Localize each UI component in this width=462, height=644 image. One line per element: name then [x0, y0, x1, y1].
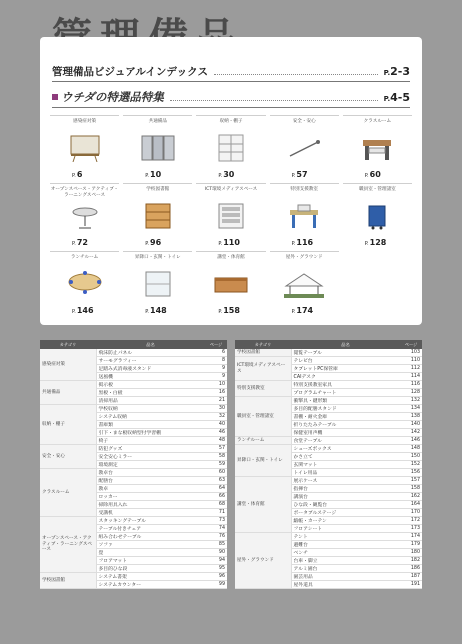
- row-item: ベンチ: [291, 549, 400, 557]
- row-page: 172: [400, 517, 422, 525]
- row-page: 146: [400, 437, 422, 445]
- toc-item-special-selection[interactable]: [52, 89, 410, 105]
- index-page: P.72: [72, 238, 88, 247]
- index-page: P.174: [291, 306, 314, 315]
- row-category: 学校図書館: [235, 349, 291, 357]
- table-row[interactable]: [40, 445, 227, 453]
- row-item: 学校収納: [96, 405, 205, 413]
- row-item: 避難台: [291, 541, 400, 549]
- row-item: 講演台: [291, 493, 400, 501]
- toc-item-visual-index[interactable]: [52, 63, 410, 79]
- row-page: 96: [205, 573, 227, 581]
- row-page: 162: [400, 493, 422, 501]
- row-item: 折りたたみテーブル: [291, 421, 400, 429]
- row-page: 76: [205, 533, 227, 541]
- row-item: 黒板・白板: [96, 389, 205, 397]
- row-item: 組み合わせテーブル: [96, 533, 205, 541]
- row-page: 9: [205, 373, 227, 381]
- row-item: 安全安心ミラー: [96, 453, 205, 461]
- index-category: 感染症対策: [73, 119, 97, 124]
- row-category: 感染症対策: [40, 349, 96, 381]
- index-category: ICT環境メディアスペース: [204, 187, 258, 192]
- row-page: 132: [400, 397, 422, 405]
- row-item: 指揮台: [291, 485, 400, 493]
- row-item: 閲覧テーブル: [291, 349, 400, 357]
- row-page: 73: [205, 517, 227, 525]
- row-item: 送風機: [96, 373, 205, 381]
- index-page: P.30: [218, 170, 235, 179]
- row-page: 71: [205, 509, 227, 517]
- toc-page: P.2-3: [383, 64, 410, 78]
- index-category: 安全・安心: [292, 119, 316, 124]
- row-item: システムカウンター: [96, 581, 205, 589]
- visual-index-grid: [50, 115, 412, 317]
- row-page: 103: [400, 349, 422, 357]
- index-cell[interactable]: [270, 183, 339, 249]
- row-item: 受講机: [96, 509, 205, 517]
- row-page: 150: [400, 453, 422, 461]
- row-page: 94: [205, 557, 227, 565]
- row-item: 飛沫防止パネル: [96, 349, 205, 357]
- index-page: P.60: [364, 170, 381, 179]
- toc-page: P.4-5: [383, 90, 410, 104]
- index-page: P.146: [72, 306, 94, 315]
- index-category: 共通備品: [148, 119, 167, 124]
- product-image: [284, 202, 324, 230]
- row-page: 148: [400, 445, 422, 453]
- index-cell[interactable]: [50, 183, 119, 249]
- index-category: ランチルーム: [70, 255, 99, 260]
- index-cell[interactable]: [343, 183, 412, 249]
- table-row[interactable]: [40, 405, 227, 413]
- index-cell[interactable]: [50, 251, 119, 317]
- index-tables: [40, 340, 422, 589]
- row-item: アルミ園台: [291, 565, 400, 573]
- row-item: プログラムチャート: [291, 389, 400, 397]
- table-row[interactable]: [40, 469, 227, 477]
- row-item: 清掃用品: [96, 397, 205, 405]
- index-cell[interactable]: [270, 115, 339, 181]
- index-category: 屋外・グラウンド: [285, 255, 323, 260]
- toc-card: [40, 37, 422, 325]
- row-item: 配膳台: [96, 477, 205, 485]
- row-item: サーモグラフィー: [96, 357, 205, 365]
- row-page: 157: [400, 477, 422, 485]
- row-category: 安全・安心: [40, 445, 96, 469]
- row-item: 多目的ひな段: [96, 565, 205, 573]
- row-item: 教卓: [96, 485, 205, 493]
- table-row[interactable]: [40, 381, 227, 389]
- row-item: 衝撃具・鍵形類: [291, 397, 400, 405]
- header-item: 品名: [291, 340, 400, 349]
- row-item: 足踏み式消毒液スタンド: [96, 365, 205, 373]
- row-page: 164: [400, 501, 422, 509]
- row-page: 152: [400, 461, 422, 469]
- product-image: [138, 270, 178, 298]
- row-item: ロッカー: [96, 493, 205, 501]
- row-page: 182: [400, 557, 422, 565]
- index-category: 特別支援教室: [290, 187, 318, 192]
- row-page: 158: [400, 485, 422, 493]
- row-page: 179: [400, 541, 422, 549]
- table-row[interactable]: [235, 445, 422, 453]
- table-row[interactable]: [235, 397, 422, 405]
- row-page: 66: [205, 493, 227, 501]
- row-item: CAIデスク: [291, 373, 400, 381]
- row-page: 64: [205, 485, 227, 493]
- row-page: 142: [400, 429, 422, 437]
- row-item: 引下・まな板収納型付学習棚: [96, 429, 205, 437]
- row-item: かさ立て: [291, 453, 400, 461]
- row-page: 58: [205, 453, 227, 461]
- index-category: 昇降口・玄関・トイレ: [134, 255, 181, 260]
- row-item: 屋外道具: [291, 581, 400, 589]
- row-category: 職員室・管理諸室: [235, 397, 291, 437]
- index-category: 学校図書館: [146, 187, 170, 192]
- row-item: フロアシート: [291, 525, 400, 533]
- product-image: [211, 134, 251, 162]
- row-category: オープンスペース・アクティブ・ラーニングスペース: [40, 517, 96, 573]
- index-table-left: [40, 340, 227, 589]
- table-row[interactable]: [235, 357, 422, 365]
- row-page: 9: [205, 365, 227, 373]
- row-item: フロアマット: [96, 557, 205, 565]
- row-page: 180: [400, 549, 422, 557]
- row-item: スタッキングテーブル: [96, 517, 205, 525]
- row-category: 屋外・グラウンド: [235, 533, 291, 589]
- table-row[interactable]: [40, 573, 227, 581]
- row-item: テレビ台: [291, 357, 400, 365]
- row-page: 74: [205, 525, 227, 533]
- row-page: 21: [205, 397, 227, 405]
- table-row[interactable]: [235, 533, 422, 541]
- row-page: 95: [205, 565, 227, 573]
- row-page: 90: [205, 549, 227, 557]
- index-page: P.57: [291, 170, 308, 179]
- row-category: クラスルーム: [40, 469, 96, 517]
- row-item: 掃除用具入れ: [96, 501, 205, 509]
- header-page: ページ: [205, 340, 227, 349]
- product-image: [65, 270, 105, 298]
- header-item: 品名: [96, 340, 205, 349]
- row-page: 191: [400, 581, 422, 589]
- index-cell[interactable]: [343, 115, 412, 181]
- row-category: 収納・棚子: [40, 405, 96, 445]
- row-page: 8: [205, 357, 227, 365]
- row-category: 昇降口・玄関・トイレ: [235, 445, 291, 477]
- row-item: 緞帳・カーテン: [291, 517, 400, 525]
- row-page: 170: [400, 509, 422, 517]
- table-row[interactable]: [235, 477, 422, 485]
- row-item: 多目的配膳スタンド: [291, 405, 400, 413]
- divider: [52, 81, 410, 82]
- row-page: 116: [400, 381, 422, 389]
- row-page: 46: [205, 429, 227, 437]
- row-page: 110: [400, 357, 422, 365]
- leader-dots: [170, 93, 378, 101]
- row-page: 156: [400, 469, 422, 477]
- row-item: 教卓台: [96, 469, 205, 477]
- row-page: 68: [205, 501, 227, 509]
- row-item: 食堂テーブル: [291, 437, 400, 445]
- product-image: [138, 134, 178, 162]
- row-page: 134: [400, 405, 422, 413]
- header-category: カテゴリ: [235, 340, 291, 349]
- index-page: P.6: [72, 170, 83, 179]
- row-item: 掲示板: [96, 381, 205, 389]
- product-image: [357, 134, 397, 162]
- index-cell[interactable]: [50, 115, 119, 181]
- index-category: 職員室・管理諸室: [359, 187, 396, 192]
- row-category: ICT環境メディアスペース: [235, 357, 291, 381]
- row-item: 書庫類: [96, 421, 205, 429]
- row-page: 112: [400, 365, 422, 373]
- row-page: 140: [400, 421, 422, 429]
- product-image: [138, 202, 178, 230]
- index-page: P.158: [218, 306, 240, 315]
- index-cell[interactable]: [123, 183, 192, 249]
- index-cell[interactable]: [123, 251, 192, 317]
- row-page: 40: [205, 421, 227, 429]
- row-item: 園芸用品: [291, 573, 400, 581]
- row-item: システム書架: [96, 573, 205, 581]
- row-category: 共通備品: [40, 381, 96, 405]
- row-page: 16: [205, 389, 227, 397]
- row-page: 128: [400, 389, 422, 397]
- row-page: 57: [205, 445, 227, 453]
- row-item: 玄関マット: [291, 461, 400, 469]
- row-item: 書棚・耐火金庫: [291, 413, 400, 421]
- toc-label: 管理備品ビジュアルインデックス: [52, 65, 209, 78]
- row-item: テーブル付きチェア: [96, 525, 205, 533]
- index-category: クラスルーム: [363, 119, 392, 124]
- row-page: 186: [400, 565, 422, 573]
- index-table-right: [235, 340, 422, 589]
- row-page: 59: [205, 461, 227, 469]
- row-item: 椅子: [96, 437, 205, 445]
- row-item: 特別支援教室家具: [291, 381, 400, 389]
- row-page: 173: [400, 525, 422, 533]
- row-item: ひな段・観覧台: [291, 501, 400, 509]
- row-item: 保健室用声機: [291, 429, 400, 437]
- index-cell[interactable]: [123, 115, 192, 181]
- row-page: 114: [400, 373, 422, 381]
- row-page: 63: [205, 477, 227, 485]
- product-image: [65, 202, 105, 230]
- row-page: 187: [400, 573, 422, 581]
- product-image: [211, 270, 251, 298]
- row-item: タブレットPC保管庫: [291, 365, 400, 373]
- table-row[interactable]: [40, 517, 227, 525]
- row-item: ポータブルステージ: [291, 509, 400, 517]
- index-page: P.116: [291, 238, 314, 247]
- leader-dots: [214, 67, 378, 75]
- row-item: シューズボックス: [291, 445, 400, 453]
- row-page: 10: [205, 381, 227, 389]
- row-item: 展示ケース: [291, 477, 400, 485]
- table-row[interactable]: [40, 349, 227, 357]
- index-page: P.96: [145, 238, 162, 247]
- index-page: P.110: [218, 238, 240, 247]
- product-image: [284, 134, 324, 162]
- row-page: 174: [400, 533, 422, 541]
- row-page: 99: [205, 581, 227, 589]
- table-row[interactable]: [235, 349, 422, 357]
- row-page: 32: [205, 413, 227, 421]
- row-item: 防犯グッズ: [96, 445, 205, 453]
- row-page: 60: [205, 469, 227, 477]
- toc-label: ウチダの特選品特集: [61, 90, 164, 104]
- row-item: テント: [291, 533, 400, 541]
- index-category: 講堂・体育館: [217, 255, 245, 260]
- row-page: 48: [205, 437, 227, 445]
- row-item: 畳: [96, 549, 205, 557]
- product-image: [211, 202, 251, 230]
- index-page: P.128: [364, 238, 387, 247]
- table-row[interactable]: [235, 437, 422, 445]
- product-image: [357, 202, 397, 230]
- index-category: オープンスペース・アクティブ・ラーニングスペース: [50, 187, 119, 198]
- index-category: 収納・棚子: [219, 119, 243, 124]
- index-cell[interactable]: [196, 115, 265, 181]
- index-cell[interactable]: [196, 183, 265, 249]
- header-page: ページ: [400, 340, 422, 349]
- row-category: 特別支援教室: [235, 381, 291, 397]
- row-category: 講堂・体育館: [235, 477, 291, 533]
- product-image: [65, 134, 105, 162]
- row-category: 学校図書館: [40, 573, 96, 589]
- row-item: 環境測定: [96, 461, 205, 469]
- product-image: [284, 270, 324, 298]
- row-category: ランチルーム: [235, 437, 291, 445]
- row-item: トイレ用品: [291, 469, 400, 477]
- row-page: 138: [400, 413, 422, 421]
- bullet-square-icon: [52, 94, 58, 100]
- index-page: P.148: [145, 306, 167, 315]
- row-page: 85: [205, 541, 227, 549]
- divider: [52, 107, 410, 108]
- row-page: 30: [205, 405, 227, 413]
- header-category: カテゴリ: [40, 340, 96, 349]
- row-page: 6: [205, 349, 227, 357]
- row-item: ソファ: [96, 541, 205, 549]
- row-item: システム収納: [96, 413, 205, 421]
- row-item: 台車・脚立: [291, 557, 400, 565]
- index-cell[interactable]: [196, 251, 265, 317]
- table-row[interactable]: [235, 381, 422, 389]
- index-page: P.10: [145, 170, 162, 179]
- index-cell[interactable]: [270, 251, 339, 317]
